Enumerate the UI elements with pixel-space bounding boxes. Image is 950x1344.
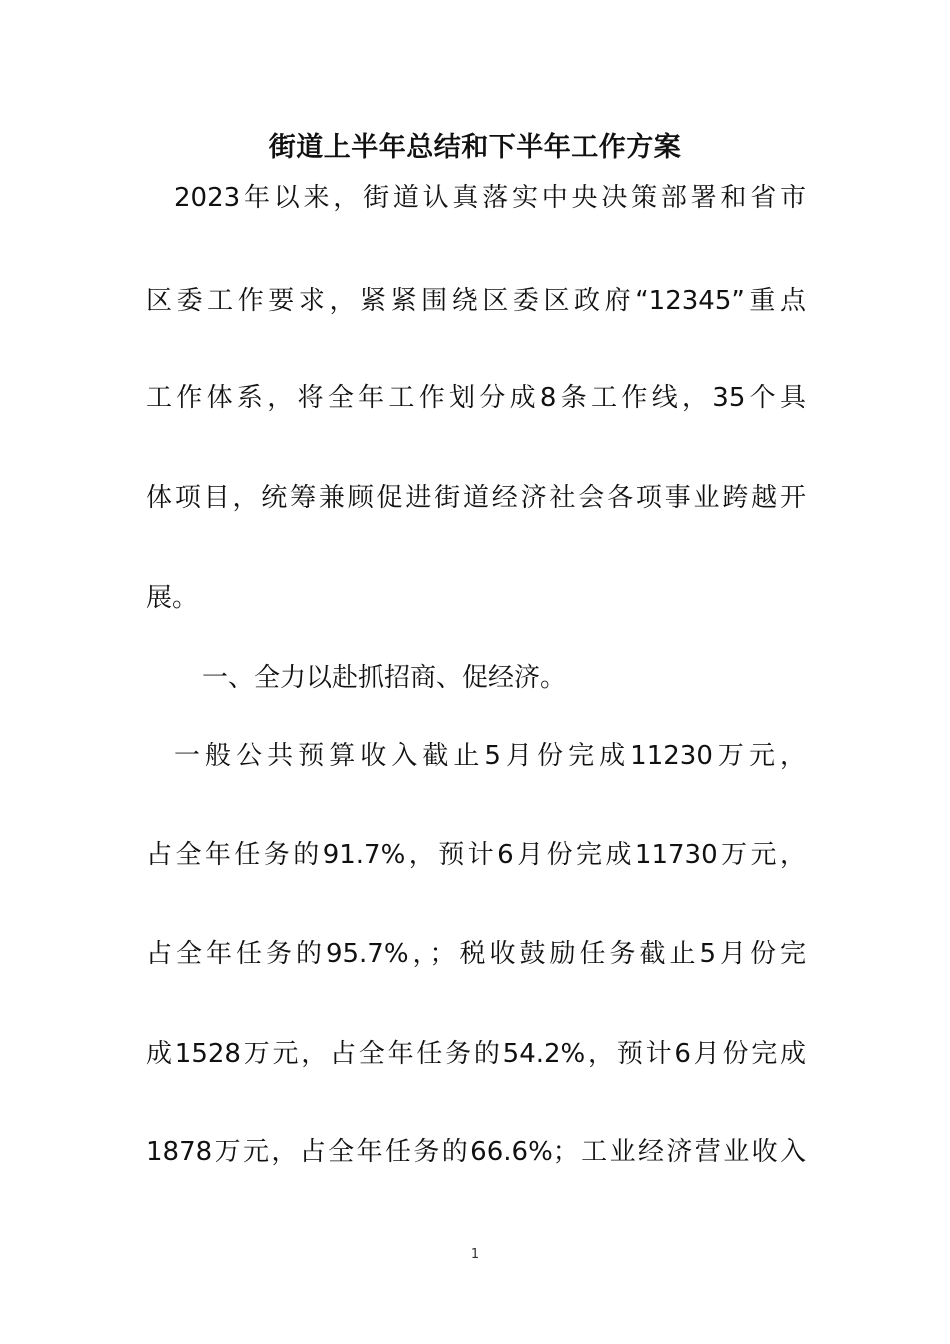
paragraph-line: 占全年任务的91.7%，预计6月份完成11730万元， [146,840,806,870]
paragraph-line: 展。 [146,583,199,613]
paragraph-line: 体项目，统筹兼顾促进街道经济社会各项事业跨越开 [146,483,806,513]
document-title: 街道上半年总结和下半年工作方案 [268,132,682,163]
paragraph-line: 占全年任务的95.7%，；税收鼓励任务截止5月份完 [146,939,806,969]
section-heading: 一、全力以赴抓招商、促经济。 [202,663,567,693]
paragraph-line: 成1528万元，占全年任务的54.2%，预计6月份完成 [146,1039,806,1069]
paragraph-line: 一般公共预算收入截止5月份完成11230万元， [174,741,806,771]
paragraph-line: 2023年以来，街道认真落实中央决策部署和省市 [174,183,806,213]
paragraph-line: 工作体系，将全年工作划分成8条工作线，35个具 [146,383,806,413]
paragraph-line: 区委工作要求，紧紧围绕区委区政府“12345”重点 [146,286,806,316]
paragraph-line: 1878万元，占全年任务的66.6%；工业经济营业收入 [146,1137,806,1167]
page-number: 1 [470,1247,480,1262]
